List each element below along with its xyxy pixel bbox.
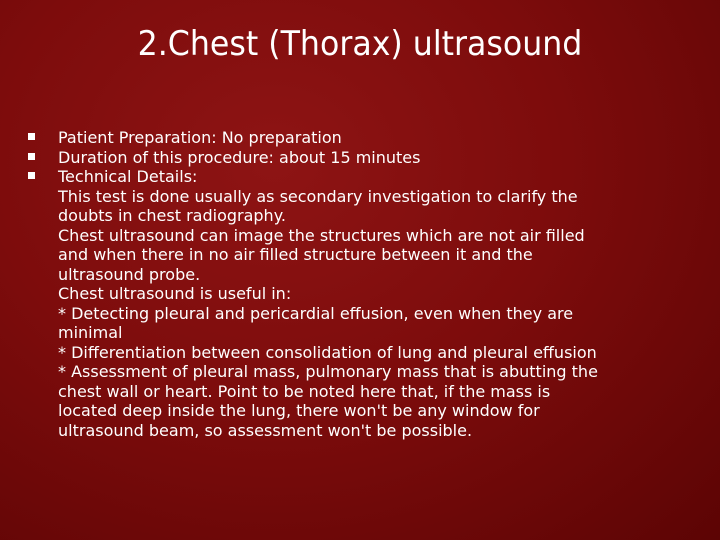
bullet-text: minimal bbox=[58, 323, 123, 342]
bullet-text: chest wall or heart. Point to be noted here that, if the mass is bbox=[58, 381, 551, 401]
bullet-text: * Assessment of pleural mass, pulmonary mass that is abutting the bbox=[58, 362, 598, 381]
bullet-text: Chest ultrasound is useful in: bbox=[58, 284, 292, 303]
square-bullet-icon bbox=[28, 133, 35, 140]
bullet-item-patient-preparation bbox=[58, 128, 678, 148]
bullet-text: Duration of this procedure: about 15 minutes bbox=[58, 147, 421, 167]
bullet-text: Patient Preparation: No preparation bbox=[58, 128, 342, 147]
bullet-text: doubts in chest radiography. bbox=[58, 206, 286, 225]
bullet-text: Chest ultrasound can image the structures which are not air filled bbox=[58, 225, 585, 245]
bullet-text: This test is done usually as secondary investigation to clarify the bbox=[58, 186, 578, 206]
square-bullet-icon bbox=[28, 172, 35, 179]
bullet-text: * Detecting pleural and pericardial effusion, even when they are bbox=[58, 303, 574, 323]
square-bullet-icon bbox=[28, 153, 35, 160]
slide-title: 2.Chest (Thorax) ultrasound bbox=[137, 24, 583, 64]
bullet-list bbox=[58, 128, 678, 440]
bullet-item-duration bbox=[58, 148, 678, 168]
bullet-text: * Differentiation between consolidation of lung and pleural effusion bbox=[58, 342, 597, 362]
bullet-text: ultrasound probe. bbox=[58, 264, 201, 284]
bullet-text: ultrasound beam, so assessment won't be possible. bbox=[58, 420, 473, 440]
bullet-text: located deep inside the lung, there won't be any window for bbox=[58, 401, 540, 420]
bullet-item-technical-details bbox=[58, 167, 678, 440]
bullet-text: and when there in no air filled structure between it and the bbox=[58, 245, 533, 264]
bullet-text: Technical Details: bbox=[58, 167, 198, 186]
